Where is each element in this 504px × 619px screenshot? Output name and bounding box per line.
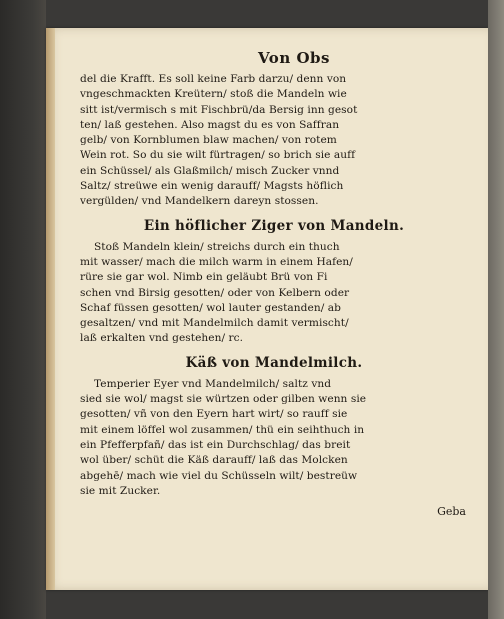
text-line: gesaltzen/ vnd mit Mandelmilch damit vermischt/	[80, 317, 349, 330]
section-2-body	[80, 240, 468, 347]
section-3-body	[80, 377, 468, 499]
text-line: laß erkalten vnd gestehen/ rc.	[80, 332, 244, 345]
book-gutter	[0, 0, 46, 619]
text-line: wol über/ schüt die Käß darauff/ laß das Molcken	[80, 454, 348, 467]
text-line: schen vnd Birsig gesotten/ oder von Kelbern oder	[80, 286, 350, 299]
catchword: Geba	[437, 505, 466, 519]
text-line: Stoß Mandeln klein/ streichs durch ein thuch	[94, 240, 340, 253]
text-line: gesotten/ vñ von den Eyern hart wirt/ so rauff sie	[80, 408, 348, 421]
section-1-body	[80, 72, 468, 210]
text-line: vergülden/ vnd Mandelkern dareyn stossen.	[80, 195, 319, 208]
text-line: Wein rot. So du sie wilt fürtragen/ so brich sie auff	[80, 149, 356, 162]
page-binding-edge	[46, 28, 55, 590]
recipe-title-mandel-ziger: Ein höflicher Ziger von Mandeln.	[143, 217, 405, 234]
text-line: sitt ist/vermisch s mit Fischbrü/da Bersig inn gesot	[80, 103, 358, 116]
text-line: sied sie wol/ magst sie würtzen oder gilben wenn sie	[80, 393, 367, 406]
text-line: ten/ laß gestehen. Also magst du es von Saffran	[80, 118, 340, 131]
facing-page-edge	[488, 0, 504, 619]
text-line: Schaf füssen gesotten/ wol lauter gestanden/ ab	[80, 301, 341, 314]
text-line: Temperier Eyer vnd Mandelmilch/ saltz vnd	[94, 377, 332, 390]
text-line: sie mit Zucker.	[80, 484, 161, 497]
text-line: mit einem löffel wol zusammen/ thü ein seihthuch in	[80, 423, 365, 436]
text-line: ein Pfefferpfañ/ das ist ein Durchschlag/ das breit	[80, 438, 351, 451]
text-line: gelb/ von Kornblumen blaw machen/ von rotem	[80, 134, 337, 147]
page-text	[80, 48, 468, 518]
text-line: mit wasser/ mach die milch warm in einem Hafen/	[80, 255, 353, 268]
text-line: vngeschmackten Kreütern/ stoß die Mandeln wie	[80, 88, 347, 101]
running-header: Von Obs	[258, 49, 330, 67]
text-line: del die Krafft. Es soll keine Farb darzu/ denn von	[80, 73, 347, 85]
text-line: ein Schüssel/ als Glaßmilch/ misch Zucker vnnd	[80, 164, 340, 177]
text-line: Saltz/ streüwe ein wenig darauff/ Magsts höflich	[80, 180, 344, 193]
text-line: abgehē/ mach wie viel du Schüsseln wilt/ bestreüw	[80, 469, 358, 482]
recipe-title-kaess-mandelmilch: Käß von Mandelmilch.	[185, 354, 363, 371]
text-line: rüre sie gar wol. Nimb ein geläubt Brü von Fi	[80, 271, 328, 284]
